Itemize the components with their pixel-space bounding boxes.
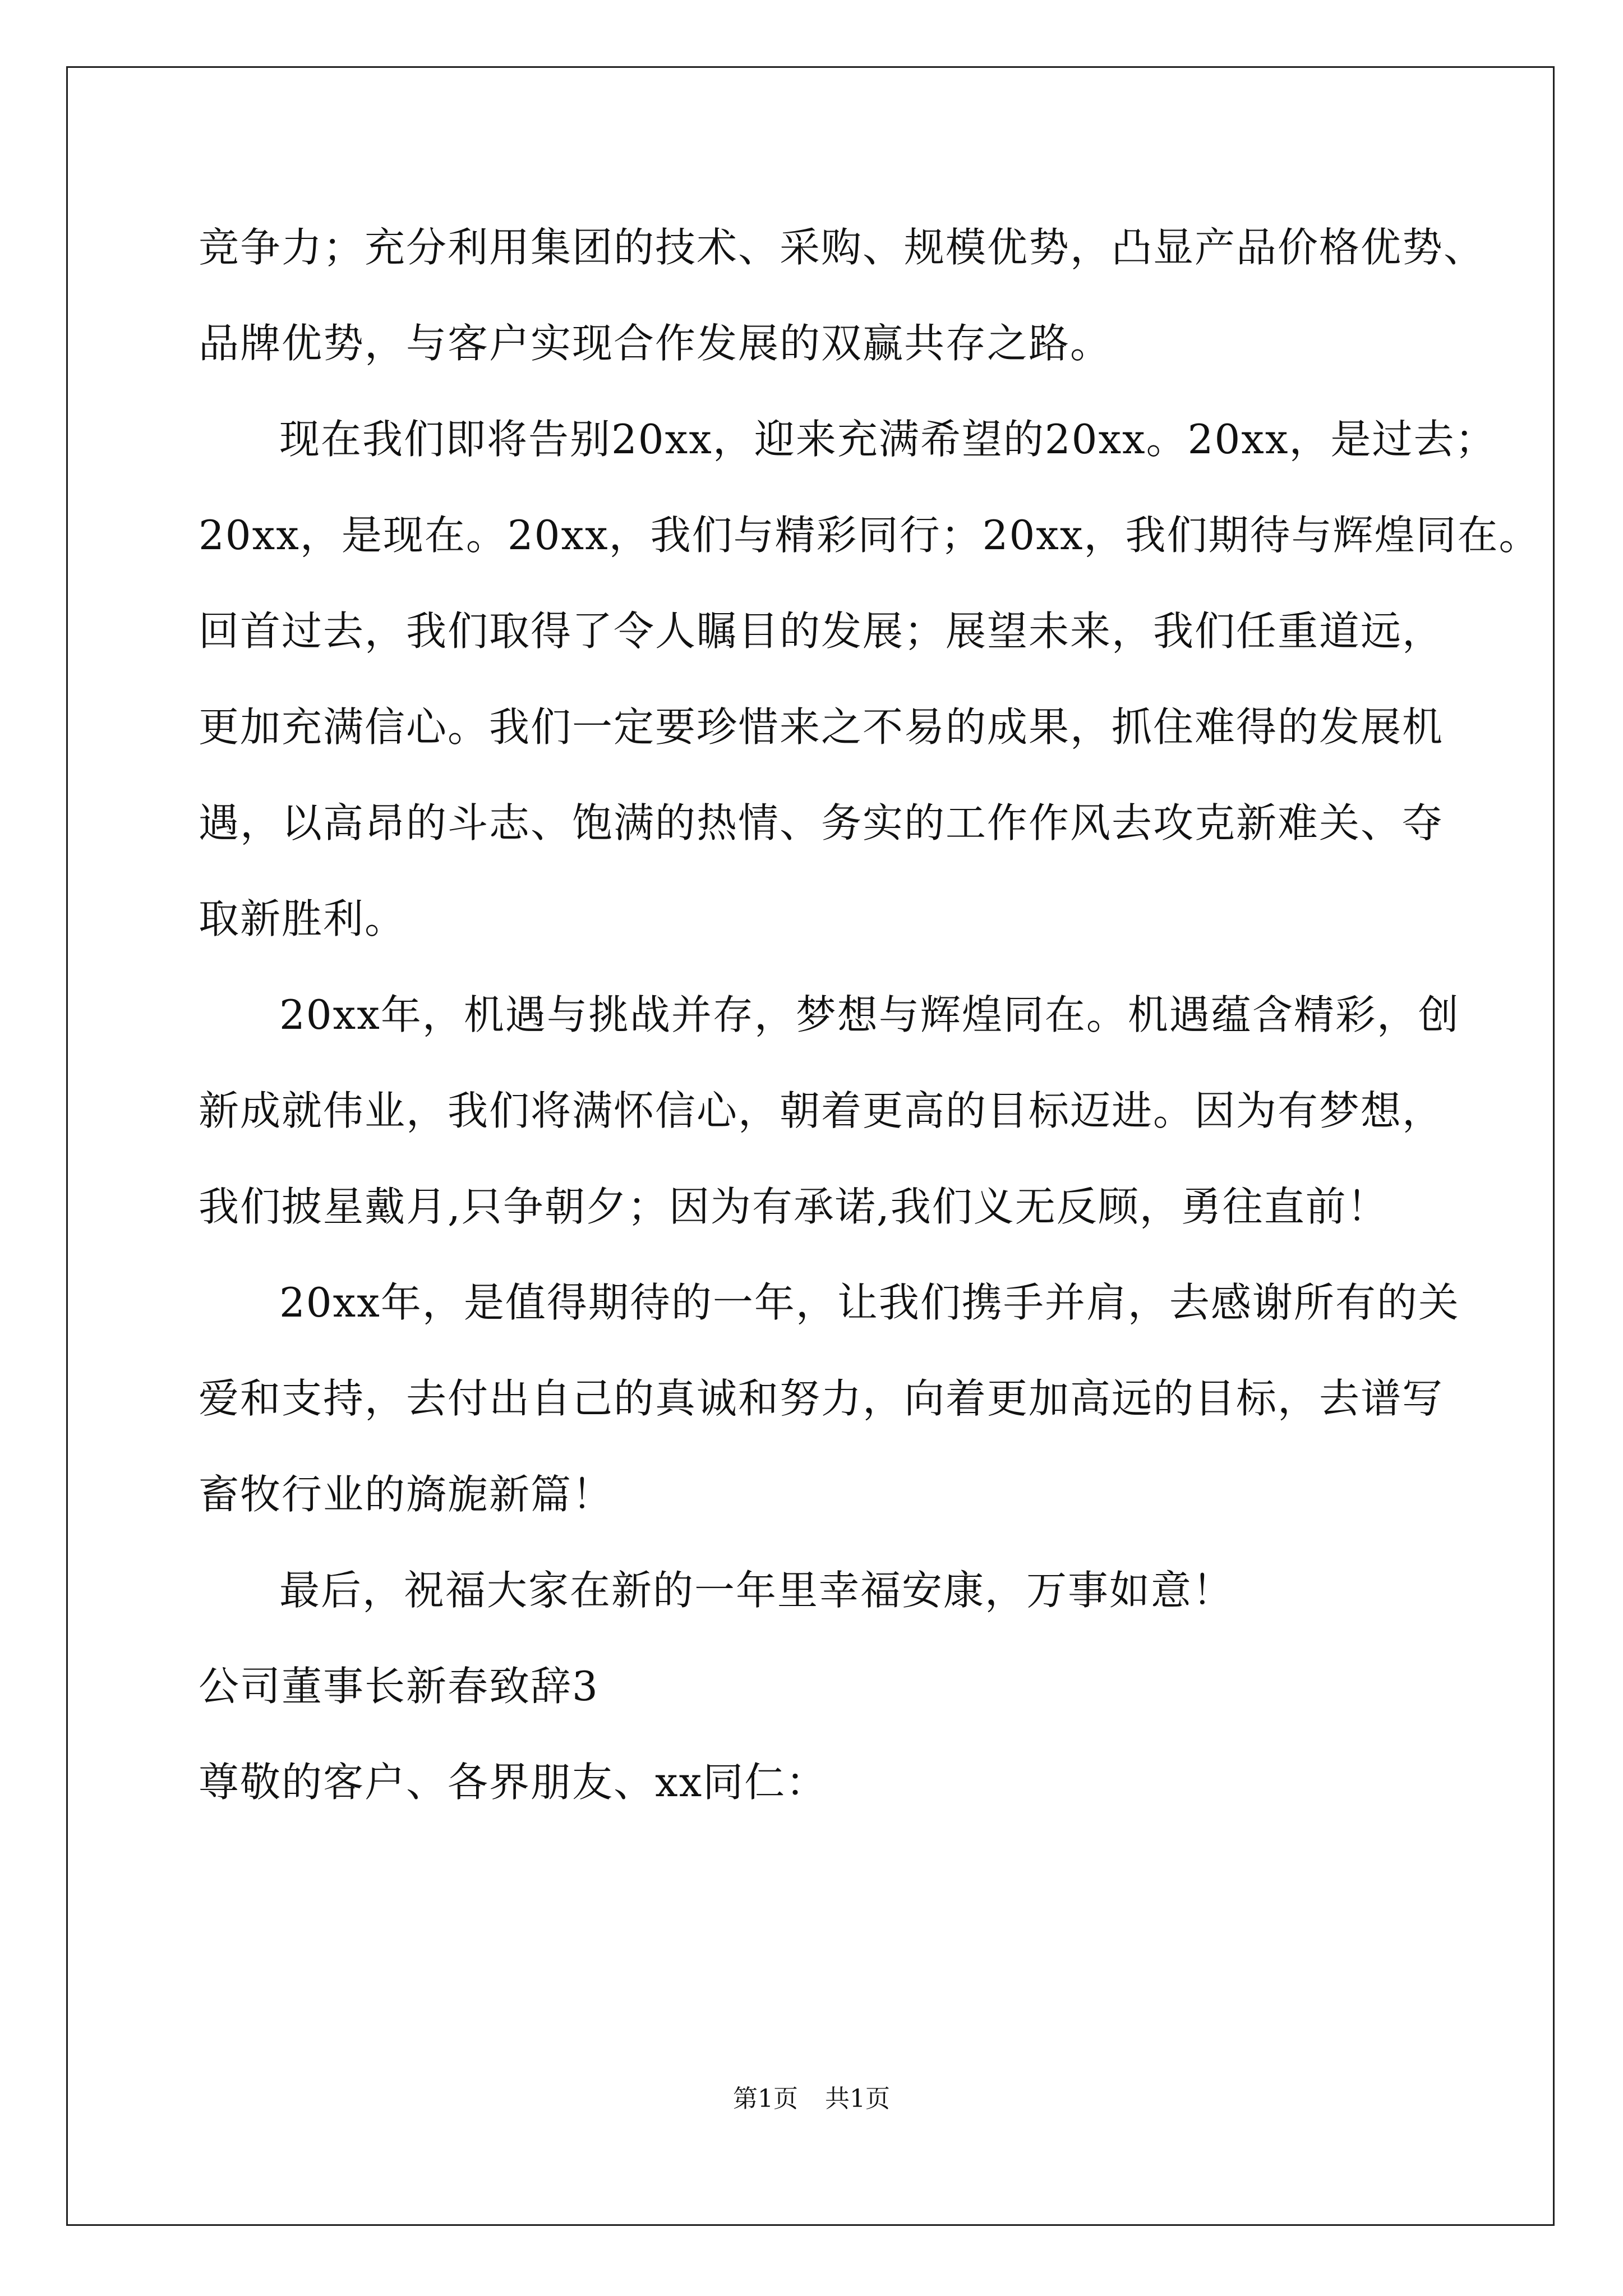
- text-line: 爱和支持，去付出自己的真诚和努力，向着更加高远的目标，去谱写: [199, 1375, 1444, 1422]
- text-line: 竞争力；充分利用集团的技术、采购、规模优势，凸显产品价格优势、: [199, 224, 1486, 271]
- text-line: 新成就伟业，我们将满怀信心，朝着更高的目标迈进。因为有梦想，: [199, 1087, 1444, 1134]
- paragraph-start: 20xx年，是值得期待的一年，让我们携手并肩，去感谢所有的关: [279, 1279, 1460, 1326]
- salutation: 尊敬的客户、各界朋友、xx同仁：: [199, 1759, 828, 1806]
- page-border: [66, 66, 1555, 2226]
- text-line: 更加充满信心。我们一定要珍惜来之不易的成果，抓住难得的发展机: [199, 703, 1444, 751]
- paragraph-start: 现在我们即将告别20xx，迎来充满希望的20xx。20xx，是过去；: [279, 416, 1497, 463]
- paragraph-start: 20xx年，机遇与挑战并存，梦想与辉煌同在。机遇蕴含精彩，创: [279, 991, 1460, 1038]
- text-line: 20xx，是现在。20xx，我们与精彩同行；20xx，我们期待与辉煌同在。: [199, 512, 1541, 559]
- text-line: 我们披星戴月,只争朝夕；因为有承诺,我们义无反顾，勇往直前！: [199, 1183, 1389, 1230]
- page-total: 共1页: [825, 2085, 890, 2113]
- page-number: 第1页: [733, 2085, 798, 2113]
- text-line: 遇，以高昂的斗志、饱满的热情、务实的工作作风去攻克新难关、夺: [199, 799, 1444, 846]
- text-line: 回首过去，我们取得了令人瞩目的发展；展望未来，我们任重道远，: [199, 608, 1444, 655]
- paragraph-start: 最后，祝福大家在新的一年里幸福安康，万事如意！: [279, 1567, 1234, 1614]
- page-footer: [0, 2082, 1623, 2116]
- text-line: 畜牧行业的旖旎新篇！: [199, 1471, 614, 1518]
- section-heading: 公司董事长新春致辞3: [199, 1663, 599, 1710]
- text-line: 品牌优势，与客户实现合作发展的双赢共存之路。: [199, 320, 1112, 367]
- text-line: 取新胜利。: [199, 895, 407, 942]
